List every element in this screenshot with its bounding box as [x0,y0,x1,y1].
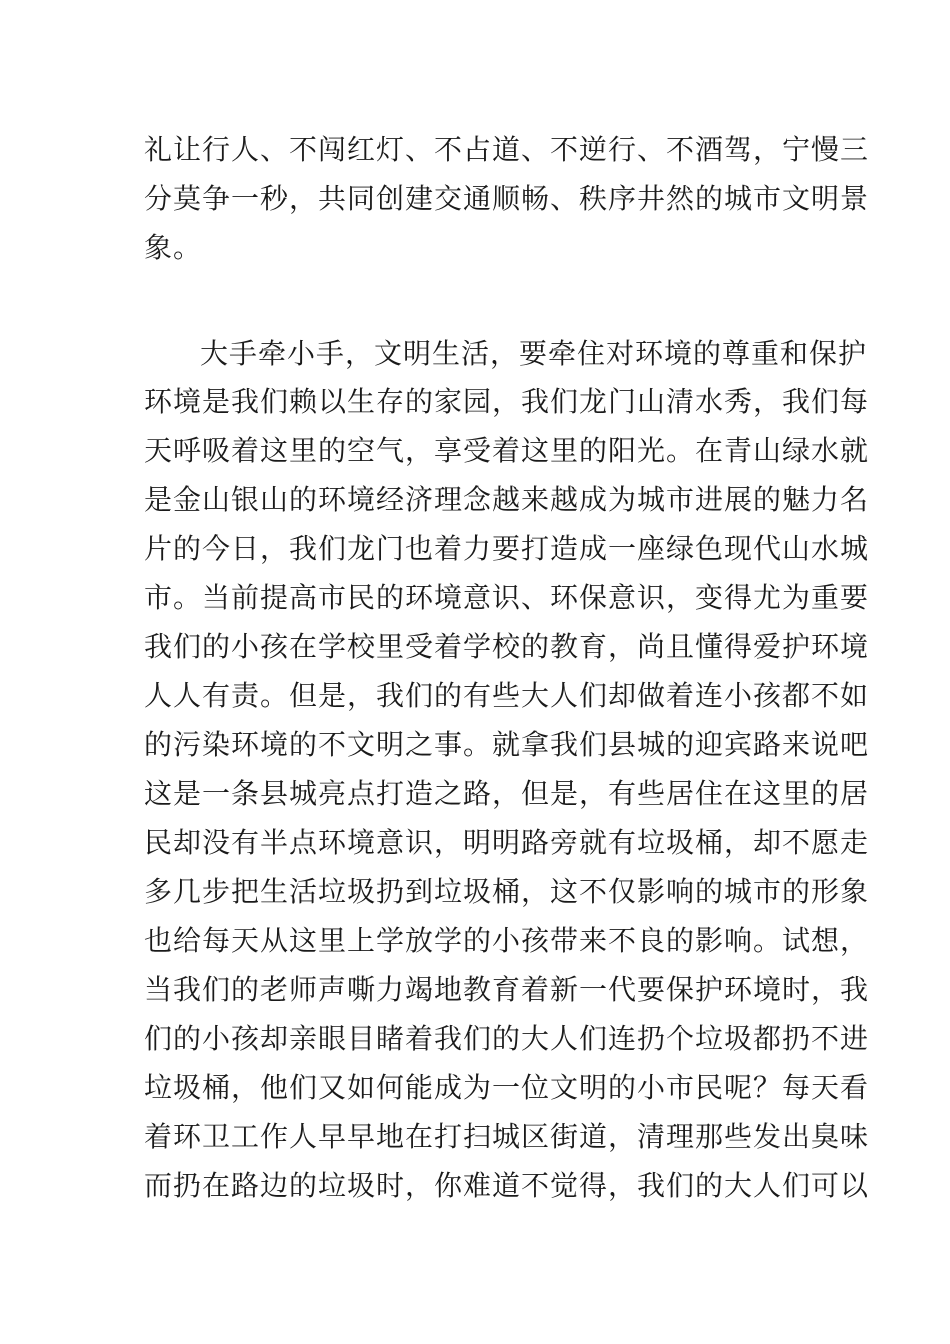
paragraph-2-line-13: 也给每天从这里上学放学的小孩带来不良的影响。试想， [144,924,870,957]
paragraph-2-line-18: 而扔在路边的垃圾时，你难道不觉得，我们的大人们可以 [144,1169,870,1202]
paragraph-2-line-5: 片的今日，我们龙门也着力要打造成一座绿色现代山水城 [144,532,870,565]
paragraph-2-line-16: 垃圾桶，他们又如何能成为一位文明的小市民呢？每天看 [144,1071,870,1104]
paragraph-2-line-15: 们的小孩却亲眼目睹着我们的大人们连扔个垃圾都扔不进 [144,1022,870,1055]
paragraph-2-line-17: 着环卫工作人早早地在打扫城区街道，清理那些发出臭味 [144,1120,870,1153]
paragraph-2-line-6: 市。当前提高市民的环境意识、环保意识，变得尤为重要 [144,581,870,614]
paragraph-2-line-14: 当我们的老师声嘶力竭地教育着新一代要保护环境时，我 [144,973,870,1006]
paragraph-2-line-3: 天呼吸着这里的空气，享受着这里的阳光。在青山绿水就 [144,434,870,467]
paragraph-2-line-12: 多几步把生活垃圾扔到垃圾桶，这不仅影响的城市的形象 [144,875,870,908]
paragraph-1-line-2: 分莫争一秒，共同创建交通顺畅、秩序井然的城市文明景 [144,182,870,215]
paragraph-2-line-1: 大手牵小手，文明生活，要牵住对环境的尊重和保护 [200,337,868,370]
paragraph-2-line-8: 人人有责。但是，我们的有些大人们却做着连小孩都不如 [144,679,870,712]
paragraph-2-line-11: 民却没有半点环境意识，明明路旁就有垃圾桶，却不愿走 [144,826,870,859]
paragraph-2-line-10: 这是一条县城亮点打造之路，但是，有些居住在这里的居 [144,777,870,810]
paragraph-2-line-4: 是金山银山的环境经济理念越来越成为城市进展的魅力名 [144,483,870,516]
paragraph-1-line-3: 象。 [144,231,203,264]
paragraph-2-line-2: 环境是我们赖以生存的家园，我们龙门山清水秀，我们每 [144,385,870,418]
paragraph-1-line-1: 礼让行人、不闯红灯、不占道、不逆行、不酒驾，宁慢三 [144,133,870,166]
paragraph-2-line-9: 的污染环境的不文明之事。就拿我们县城的迎宾路来说吧 [144,728,870,761]
paragraph-2-line-7: 我们的小孩在学校里受着学校的教育，尚且懂得爱护环境 [144,630,870,663]
